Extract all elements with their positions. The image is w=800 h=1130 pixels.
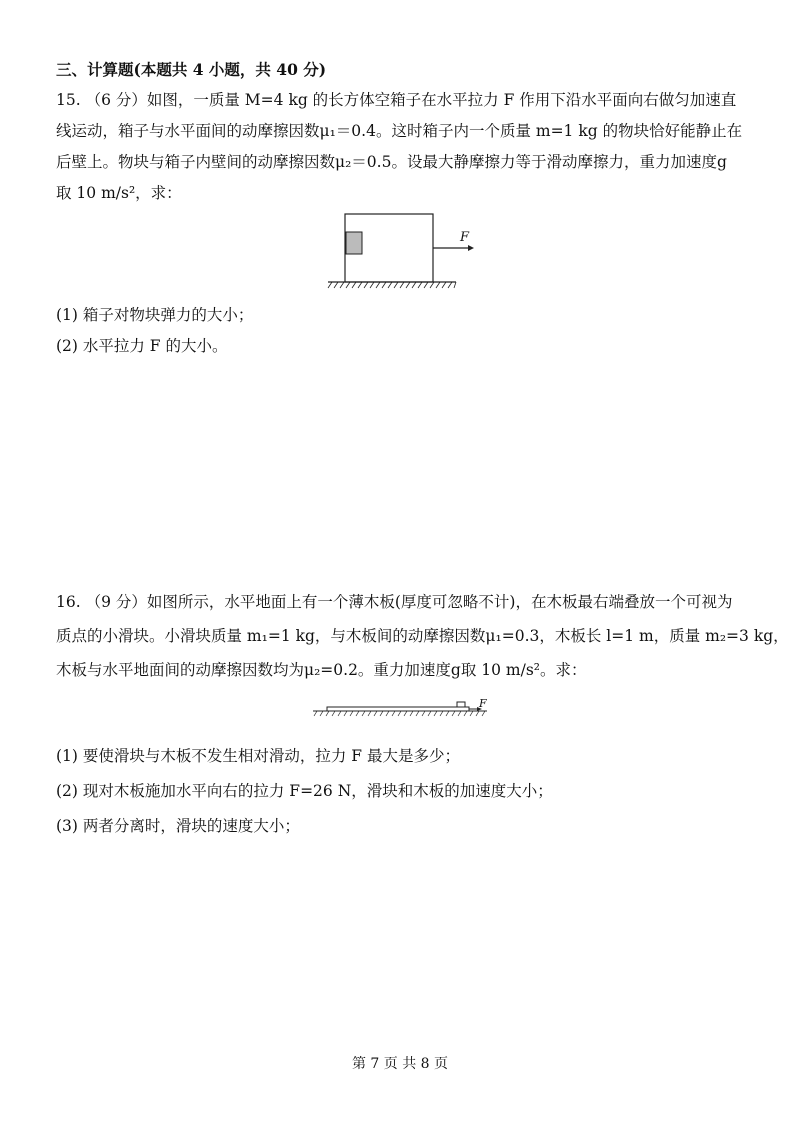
q16-line-1: 16. （9 分）如图所示，水平地面上有一个薄木板(厚度可忽略不计)，在木板最右端叠放一个可视为 [56, 593, 733, 611]
q16-part-2: (2) 现对木板施加水平向右的拉力 F=26 N，滑块和木板的加速度大小； [56, 782, 553, 800]
force-arrow-head [468, 245, 474, 251]
q16-line-3: 木板与水平地面间的动摩擦因数均为μ₂=0.2。重力加速度g取 10 m/s²。求： [56, 661, 587, 679]
board [327, 707, 469, 711]
q15-figure [320, 210, 480, 295]
block [346, 232, 362, 254]
page-footer: 第 7 页 共 8 页 [351, 1056, 449, 1072]
q15-line-4: 取 10 m/s²，求： [56, 184, 182, 202]
ground-hatch [314, 711, 485, 716]
q15-line-3: 后壁上。物块与箱子内壁间的动摩擦因数μ₂＝0.5。设最大静摩擦力等于滑动摩擦力，重力加速度g [56, 153, 727, 171]
q15-part-2: (2) 水平拉力 F 的大小。 [56, 337, 228, 355]
q15-line-1: 15. （6 分）如图，一质量 M=4 kg 的长方体空箱子在水平拉力 F 作用下沿水平面向右做匀加速直 [56, 91, 737, 109]
force-label: F [479, 697, 487, 710]
force-label: F [460, 230, 470, 245]
section-title: 三、计算题(本题共 4 小题，共 40 分) [56, 60, 327, 79]
slider-block [457, 702, 465, 707]
q16-line-2: 质点的小滑块。小滑块质量 m₁=1 kg，与木板间的动摩擦因数μ₁=0.3，木板长 l=1 m，质量 m₂=3 kg， [56, 627, 789, 645]
ground-hatch [328, 282, 456, 288]
q15-line-2: 线运动，箱子与水平面间的动摩擦因数μ₁＝0.4。这时箱子内一个质量 m=1 kg 的物块恰好能静止在 [56, 122, 743, 140]
q16-part-3: (3) 两者分离时，滑块的速度大小； [56, 817, 300, 835]
q16-figure [305, 698, 495, 722]
q15-part-1: (1) 箱子对物块弹力的大小； [56, 306, 254, 324]
q16-part-1: (1) 要使滑块与木板不发生相对滑动，拉力 F 最大是多少； [56, 747, 460, 765]
